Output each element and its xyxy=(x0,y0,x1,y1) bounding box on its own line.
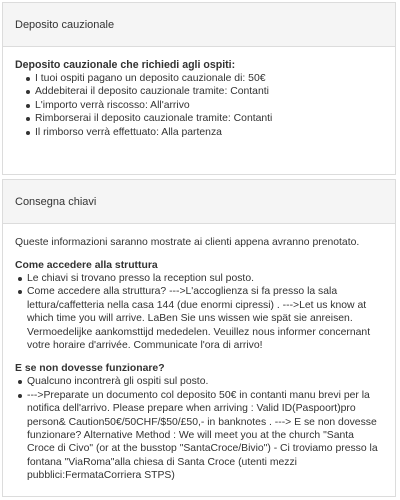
fallback-section-title: E se non dovesse funzionare? xyxy=(15,363,165,375)
key-handover-panel-header xyxy=(3,180,395,224)
fallback-item: --->Preparate un documento col deposito 50€ in contanti manu brevi per la notifica dell'arrivo. Please prepare when arriving : Valid ID(Paspoort)pro person& Caution50€/50CHF/$50/£50,- in banknotes . ---> E se non dovesse funzionare? Alternative Method : We will meet you at the church "Santa Croce di Civo" (or at the busstop "SantaCroce/Bivio") - Ci troviamo presso la fontana "ViaRoma"alla chiesa di Santa Croce (utenti mezzi pubblici:FermataCorriera STPS) xyxy=(15,389,383,483)
access-item: Le chiavi si trovano presso la reception sul posto. xyxy=(15,272,383,285)
deposit-panel xyxy=(2,2,396,175)
deposit-header-title: Deposito cauzionale xyxy=(15,18,115,31)
deposit-item: L'importo verrà riscosso: All'arrivo xyxy=(15,99,383,112)
access-item: Come accedere alla struttura? --->L'accoglienza si fa presso la sala lettura/caffetteria nella casa 144 (due enormi cipressi) . --->Let us know at which time you will arrive. LaBen Sie uns wissen wie spät sie anreisen. Vermoedelijke aankomsttijd mededelen. Veuillez nous informer concernant votre horaire d'arrivée. Communicate l'ora di arrivo! xyxy=(15,285,383,352)
fallback-item: Qualcuno incontrerà gli ospiti sul posto. xyxy=(15,375,383,388)
deposit-item: Addebiterai il deposito cauzionale tramite: Contanti xyxy=(15,85,383,98)
deposit-item: Rimborserai il deposito cauzionale tramite: Contanti xyxy=(15,112,383,125)
deposit-item: I tuoi ospiti pagano un deposito cauzionale di: 50€ xyxy=(15,72,383,85)
deposit-panel-header xyxy=(3,3,395,47)
access-section-title: Come accedere alla struttura xyxy=(15,260,158,271)
deposit-section-title: Deposito cauzionale che richiedi agli ospiti: xyxy=(15,59,236,71)
fallback-list xyxy=(15,375,383,482)
key-handover-intro: Queste informazioni saranno mostrate ai clienti appena avranno prenotato. xyxy=(15,237,360,248)
deposit-item: Il rimborso verrà effettuato: Alla partenza xyxy=(15,126,383,139)
key-handover-panel xyxy=(2,179,396,497)
deposit-list xyxy=(15,72,383,139)
deposit-panel-body xyxy=(3,47,395,139)
access-list xyxy=(15,272,383,352)
key-handover-panel-body xyxy=(3,224,395,483)
key-handover-header-title: Consegna chiavi xyxy=(15,195,97,208)
